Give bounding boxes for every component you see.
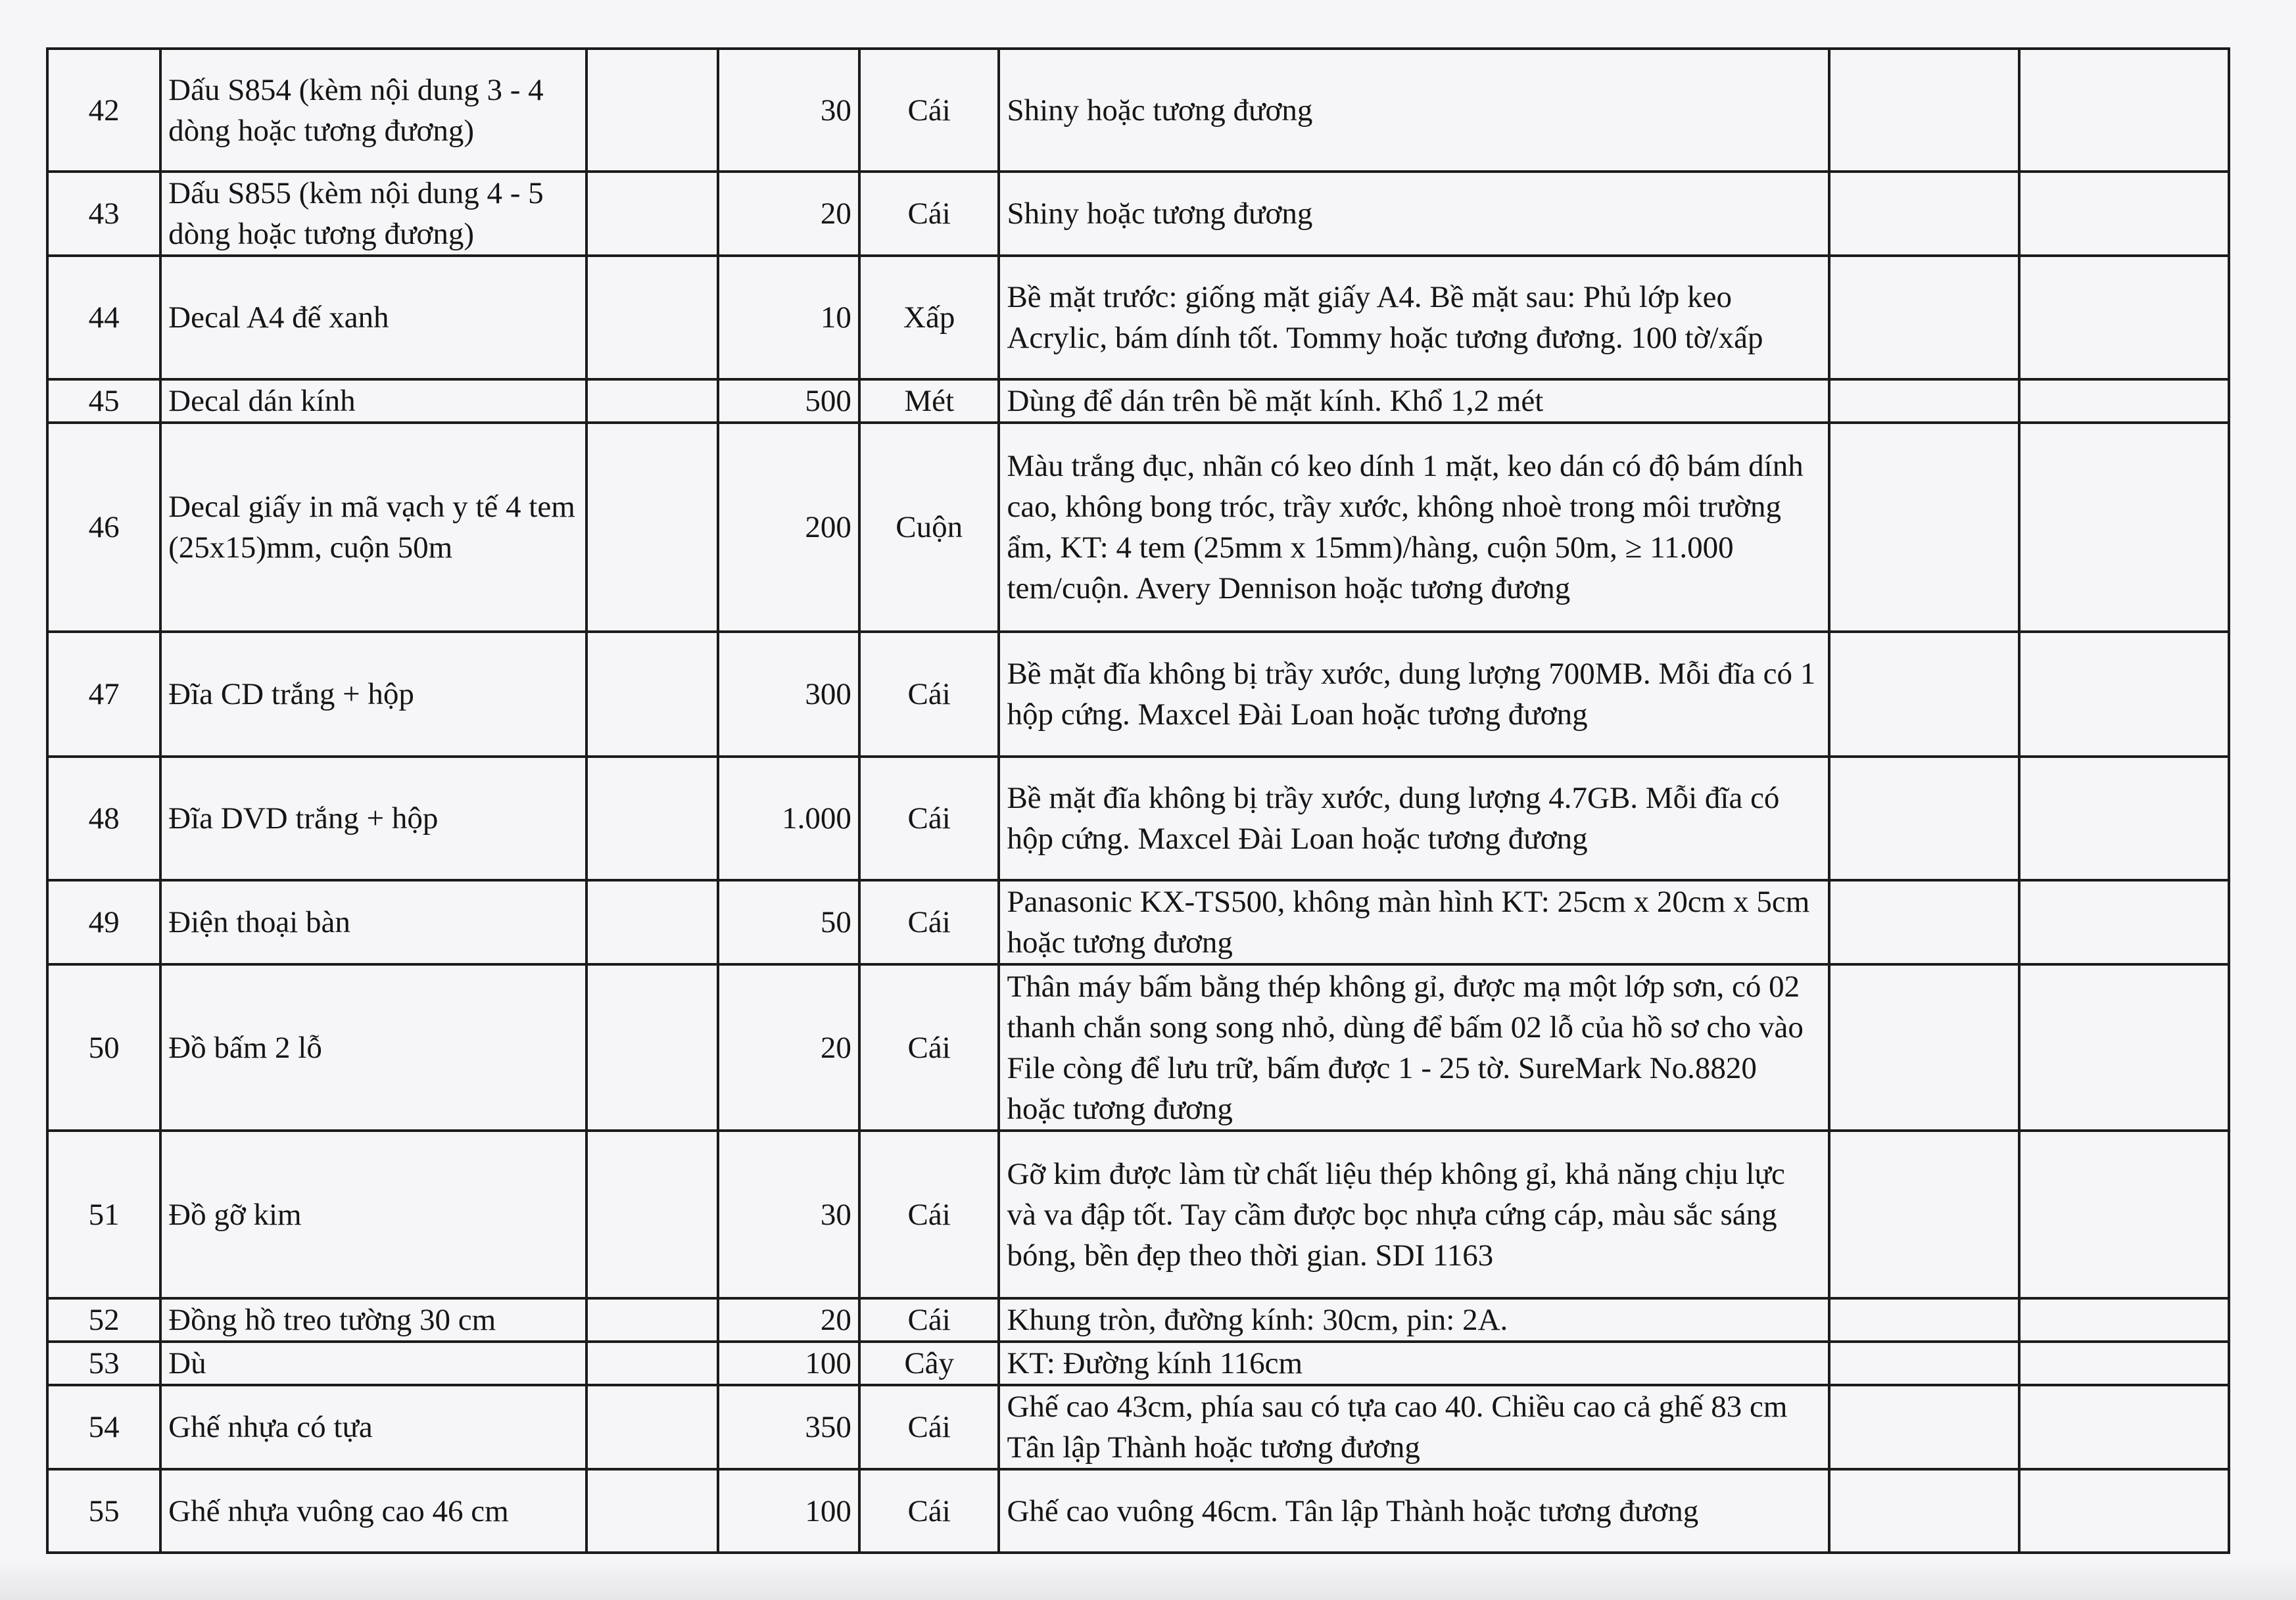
empty-cell (2019, 256, 2229, 379)
item-specification: Bề mặt đĩa không bị trầy xước, dung lượng 700MB. Mỗi đĩa có 1 hộp cứng. Maxcel Đài Loan hoặc tương đương (999, 632, 1829, 757)
item-quantity: 10 (718, 256, 859, 379)
empty-cell (2019, 1385, 2229, 1469)
row-number: 54 (47, 1385, 160, 1469)
empty-cell (586, 1342, 718, 1385)
item-unit: Cái (859, 757, 999, 880)
row-number: 43 (47, 172, 160, 256)
row-number: 47 (47, 632, 160, 757)
row-number: 55 (47, 1469, 160, 1553)
empty-cell (586, 379, 718, 423)
item-unit: Xấp (859, 256, 999, 379)
empty-cell (2019, 632, 2229, 757)
empty-cell (2019, 1342, 2229, 1385)
table-row (47, 1298, 2229, 1342)
empty-cell (586, 964, 718, 1131)
item-name: Decal giấy in mã vạch y tế 4 tem (25x15)mm, cuộn 50m (160, 423, 586, 632)
item-specification: Shiny hoặc tương đương (999, 172, 1829, 256)
table-row (47, 1131, 2229, 1298)
item-unit: Cuộn (859, 423, 999, 632)
procurement-items-table (46, 47, 2230, 1554)
item-name: Ghế nhựa vuông cao 46 cm (160, 1469, 586, 1553)
empty-cell (1829, 1469, 2019, 1553)
row-number: 50 (47, 964, 160, 1131)
item-specification: Panasonic KX-TS500, không màn hình KT: 25cm x 20cm x 5cm hoặc tương đương (999, 880, 1829, 964)
empty-cell (1829, 172, 2019, 256)
empty-cell (2019, 1469, 2229, 1553)
row-number: 44 (47, 256, 160, 379)
row-number: 46 (47, 423, 160, 632)
item-name: Đĩa CD trắng + hộp (160, 632, 586, 757)
item-specification: Bề mặt trước: giống mặt giấy A4. Bề mặt sau: Phủ lớp keo Acrylic, bám dính tốt. Tommy hoặc tương đương. 100 tờ/xấp (999, 256, 1829, 379)
row-number: 52 (47, 1298, 160, 1342)
item-name: Đồ gỡ kim (160, 1131, 586, 1298)
item-name: Decal dán kính (160, 379, 586, 423)
table-row (47, 880, 2229, 964)
row-number: 51 (47, 1131, 160, 1298)
item-unit: Cái (859, 1298, 999, 1342)
item-specification: Ghế cao vuông 46cm. Tân lập Thành hoặc tương đương (999, 1469, 1829, 1553)
empty-cell (586, 49, 718, 172)
item-quantity: 30 (718, 1131, 859, 1298)
item-name: Dù (160, 1342, 586, 1385)
empty-cell (2019, 172, 2229, 256)
row-number: 45 (47, 379, 160, 423)
item-quantity: 100 (718, 1342, 859, 1385)
table-row (47, 964, 2229, 1131)
item-name: Đồ bấm 2 lỗ (160, 964, 586, 1131)
item-quantity: 350 (718, 1385, 859, 1469)
empty-cell (586, 880, 718, 964)
item-name: Đĩa DVD trắng + hộp (160, 757, 586, 880)
empty-cell (1829, 379, 2019, 423)
table-row (47, 423, 2229, 632)
item-unit: Cái (859, 880, 999, 964)
empty-cell (1829, 880, 2019, 964)
item-name: Ghế nhựa có tựa (160, 1385, 586, 1469)
item-specification: Gỡ kim được làm từ chất liệu thép không gỉ, khả năng chịu lực và va đập tốt. Tay cầm được bọc nhựa cứng cáp, màu sắc sáng bóng, bền đẹp theo thời gian. SDI 1163 (999, 1131, 1829, 1298)
empty-cell (1829, 1342, 2019, 1385)
empty-cell (2019, 49, 2229, 172)
item-name: Điện thoại bàn (160, 880, 586, 964)
empty-cell (1829, 256, 2019, 379)
item-quantity: 300 (718, 632, 859, 757)
empty-cell (1829, 1131, 2019, 1298)
empty-cell (1829, 1385, 2019, 1469)
table-row (47, 256, 2229, 379)
page-bottom-edge (0, 1558, 2296, 1600)
empty-cell (2019, 757, 2229, 880)
empty-cell (2019, 379, 2229, 423)
item-specification: Dùng để dán trên bề mặt kính. Khổ 1,2 mét (999, 379, 1829, 423)
item-unit: Cái (859, 964, 999, 1131)
row-number: 48 (47, 757, 160, 880)
table-row (47, 1469, 2229, 1553)
table-row (47, 757, 2229, 880)
empty-cell (1829, 1298, 2019, 1342)
item-specification: Màu trắng đục, nhãn có keo dính 1 mặt, keo dán có độ bám dính cao, không bong tróc, trầy xước, không nhoè trong môi trường ẩm, KT: 4 tem (25mm x 15mm)/hàng, cuộn 50m, ≥ 11.000 tem/cuộn. Avery Dennison hoặc tương đương (999, 423, 1829, 632)
item-unit: Cái (859, 1469, 999, 1553)
empty-cell (1829, 757, 2019, 880)
empty-cell (586, 632, 718, 757)
item-quantity: 100 (718, 1469, 859, 1553)
item-name: Đồng hồ treo tường 30 cm (160, 1298, 586, 1342)
empty-cell (1829, 49, 2019, 172)
row-number: 53 (47, 1342, 160, 1385)
table-row (47, 1342, 2229, 1385)
empty-cell (2019, 423, 2229, 632)
item-name: Dấu S854 (kèm nội dung 3 - 4 dòng hoặc tương đương) (160, 49, 586, 172)
item-unit: Cái (859, 632, 999, 757)
table-body (47, 49, 2229, 1553)
item-name: Decal A4 đế xanh (160, 256, 586, 379)
item-specification: KT: Đường kính 116cm (999, 1342, 1829, 1385)
empty-cell (2019, 1298, 2229, 1342)
row-number: 42 (47, 49, 160, 172)
item-name: Dấu S855 (kèm nội dung 4 - 5 dòng hoặc tương đương) (160, 172, 586, 256)
item-specification: Thân máy bấm bằng thép không gỉ, được mạ một lớp sơn, có 02 thanh chắn song song nhỏ, dùng để bấm 02 lỗ của hồ sơ cho vào File còng để lưu trữ, bấm được 1 - 25 tờ. SureMark No.8820 hoặc tương đương (999, 964, 1829, 1131)
empty-cell (586, 1385, 718, 1469)
item-specification: Bề mặt đĩa không bị trầy xước, dung lượng 4.7GB. Mỗi đĩa có hộp cứng. Maxcel Đài Loan hoặc tương đương (999, 757, 1829, 880)
empty-cell (2019, 1131, 2229, 1298)
empty-cell (586, 1298, 718, 1342)
item-unit: Cái (859, 1385, 999, 1469)
item-specification: Ghế cao 43cm, phía sau có tựa cao 40. Chiều cao cả ghế 83 cm Tân lập Thành hoặc tương đương (999, 1385, 1829, 1469)
item-quantity: 30 (718, 49, 859, 172)
table-row (47, 1385, 2229, 1469)
item-quantity: 20 (718, 964, 859, 1131)
item-unit: Cây (859, 1342, 999, 1385)
item-unit: Mét (859, 379, 999, 423)
item-specification: Shiny hoặc tương đương (999, 49, 1829, 172)
table-row (47, 632, 2229, 757)
row-number: 49 (47, 880, 160, 964)
item-quantity: 200 (718, 423, 859, 632)
empty-cell (586, 172, 718, 256)
empty-cell (586, 757, 718, 880)
empty-cell (586, 1469, 718, 1553)
item-quantity: 500 (718, 379, 859, 423)
item-unit: Cái (859, 1131, 999, 1298)
empty-cell (586, 1131, 718, 1298)
item-unit: Cái (859, 172, 999, 256)
table-row (47, 172, 2229, 256)
empty-cell (2019, 964, 2229, 1131)
item-quantity: 1.000 (718, 757, 859, 880)
empty-cell (1829, 423, 2019, 632)
item-quantity: 20 (718, 172, 859, 256)
table-row (47, 379, 2229, 423)
item-quantity: 50 (718, 880, 859, 964)
empty-cell (2019, 880, 2229, 964)
empty-cell (586, 256, 718, 379)
table-row (47, 49, 2229, 172)
empty-cell (1829, 632, 2019, 757)
item-unit: Cái (859, 49, 999, 172)
item-specification: Khung tròn, đường kính: 30cm, pin: 2A. (999, 1298, 1829, 1342)
empty-cell (1829, 964, 2019, 1131)
item-quantity: 20 (718, 1298, 859, 1342)
empty-cell (586, 423, 718, 632)
